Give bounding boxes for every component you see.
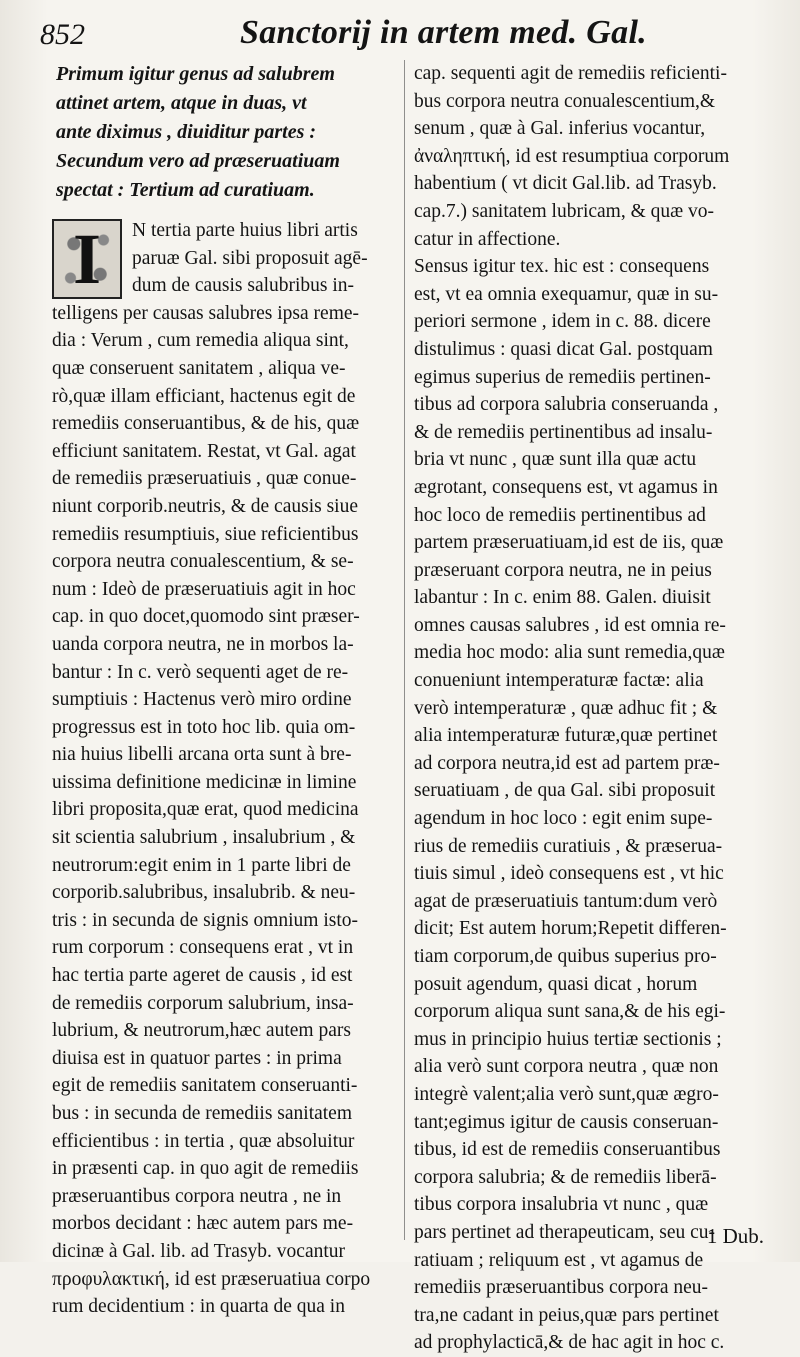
page-header [40,10,780,58]
text-line: quæ conseruent sanitatem , aliqua ve- [52,357,346,379]
text-line: tibus ad corpora salubria conseruanda , [414,394,719,416]
text-line: tra,ne cadant in peius,quæ pars pertinet [414,1304,719,1326]
text-line: tibus corpora insalubria vt nunc , quæ [414,1194,709,1216]
text-line: habentium ( vt dicit Gal.lib. ad Trasyb. [414,173,717,195]
right-column [414,60,764,1357]
text-line: hac tertia parte ageret de causis , id est [52,965,353,987]
text-line: est, vt ea omnia exequamur, quæ in su- [414,283,719,305]
text-line: sumptiuis : Hactenus verò miro ordine [52,689,352,711]
text-line: niunt corporib.neutris, & de causis siue [52,495,358,517]
text-line: dicit; Est autem horum;Repetit differen- [414,918,727,940]
text-line: alia verò sunt corpora neutra , quæ non [414,1056,719,1078]
text-line: dia : Verum , cum remedia aliqua sint, [52,330,349,352]
text-line: ratiuam ; reliquum est , vt agamus de [414,1249,704,1271]
drop-cap-block [52,217,396,300]
text-line: neutrorum:egit enim in 1 parte libri de [52,854,351,876]
text-line: ad corpora neutra,id est ad partem præ- [414,752,720,774]
text-line: lubrium, & neutrorum,hæc autem pars [52,1020,351,1042]
text-line: bus : in secunda de remediis sanitatem [52,1103,353,1124]
text-line: N tertia parte huius libri artis [132,220,358,241]
lemma-line: spectat : Tertium ad curatiuam. [56,179,315,201]
page-number: 852 [40,18,85,51]
drop-cap-initial: I [52,219,122,299]
text-line: cap. sequenti agit de remediis reficienti- [414,63,727,84]
text-line: pars pertinet ad therapeuticam, seu cu- [414,1221,716,1243]
text-line: remediis præseruantibus corpora neu- [414,1277,709,1299]
text-line: præseruantibus corpora neutra , ne in [52,1185,342,1207]
lemma-line: attinet artem, atque in duas, vt [56,92,307,114]
text-line: corporib.salubribus, insalubrib. & neu- [52,882,356,904]
text-line: tiam corporum,de quibus superius pro- [414,946,717,967]
left-body-text [52,300,396,1321]
text-line: egit de remediis sanitatem conseruanti- [52,1075,358,1097]
text-line: remediis resumptiuis, siue reficientibus [52,523,359,545]
text-line: tiuis simul , ideò consequens est , vt hic [414,863,724,885]
text-line: rius de remediis curatiuis , & præserua- [414,835,723,857]
text-line: libri proposita,quæ erat, quod medicina [52,799,359,821]
text-line: verò intemperaturæ , quæ adhuc fit ; & [414,697,718,719]
text-line: bus corpora neutra conualescentium,& [414,90,716,112]
lemma-line: ante diximus , diuiditur partes : [56,121,317,143]
text-line: de remediis corporum salubrium, insa- [52,992,354,1014]
text-line: media hoc modo: alia sunt remedia,quæ [414,642,725,664]
text-line: periori sermone , idem in c. 88. dicere [414,311,711,333]
text-line: agat de præseruatiuis tantum:dum verò [414,890,718,912]
text-line: seruatiuam , de qua Gal. sibi proposuit [414,780,716,802]
text-line: & de remediis pertinentibus ad insalu- [414,421,713,443]
text-line: num : Ideò de præseruatiuis agit in hoc [52,578,356,600]
lemma-line: Primum igitur genus ad salubrem [56,63,335,85]
text-line: cap. in quo docet,quomodo sint præser- [52,606,360,628]
text-line: omnes causas salubres , id est omnia re- [414,614,726,636]
text-line: uissima definitione medicinæ in limine [52,771,357,793]
text-line: in præsenti cap. in quo agit de remediis [52,1158,359,1180]
left-column [52,60,396,1321]
text-line: bria vt nunc , quæ sunt illa quæ actu [414,449,697,471]
text-line: conueniunt intemperaturæ factæ: alia [414,670,704,692]
text-line: efficientibus : in tertia , quæ absoluitur [52,1130,355,1152]
text-line: nia huius libelli arcana orta sunt à bre- [52,744,352,766]
text-line: rò,quæ illam efficiant, hactenus egit de [52,385,356,407]
text-line: integrè valent;alia verò sunt,quæ ægro- [414,1083,719,1105]
text-line: præseruant corpora neutra, ne in peius [414,559,712,581]
text-line: agendum in hoc loco : egit enim supe- [414,808,713,830]
text-line: ἀναληπτική, id est resumptiua corporum [414,145,730,167]
text-line: posuit agendum, quasi dicat , horum [414,973,698,995]
text-line: corpora salubria; & de remediis liberā- [414,1166,717,1188]
column-divider [404,60,405,1240]
text-line: hoc loco de remediis pertinentibus ad [414,504,706,526]
text-line: uanda corpora neutra, ne in morbos la- [52,633,354,655]
text-line: sit scientia salubrium , insalubrium , & [52,827,356,849]
text-line: rum corporum : consequens erat , vt in [52,937,354,959]
text-line: senum , quæ à Gal. inferius vocantur, [414,118,706,140]
text-line: catur in affectione. [414,228,561,250]
text-line: diuisa est in quatuor partes : in prima [52,1047,342,1069]
text-line: tris : in secunda de signis omnium isto- [52,909,359,931]
text-line: labantur : In c. enim 88. Galen. diuisit [414,587,711,609]
text-line: efficiunt sanitatem. Restat, vt Gal. agat [52,440,356,462]
text-line: cap.7.) sanitatem lubricam, & quæ vo- [414,200,715,222]
text-line: tibus, id est de remediis conseruantibus [414,1139,721,1161]
text-line: Sensus igitur tex. hic est : consequens [414,256,710,278]
text-line: corporum aliqua sunt sana,& de his egi- [414,1001,726,1023]
text-line: ad prophylacticā,& de hac agit in hoc c. [414,1332,725,1354]
text-line: bantur : In c. verò sequenti aget de re- [52,661,349,683]
italic-lemma [56,60,396,205]
text-line: rum decidentium : in quarta de qua in [52,1296,345,1318]
running-head: Sanctorij in artem med. Gal. [240,14,647,51]
text-line: ægrotant, consequens est, vt agamus in [414,476,718,498]
text-line: mus in principio huius tertiæ sectionis ; [414,1028,722,1050]
lemma-line: Secundum vero ad præseruatiuam [56,150,340,172]
text-line: alia intemperaturæ futuræ,quæ pertinet [414,725,718,747]
text-line: dum de causis salubribus in- [132,275,355,297]
right-body-text [414,60,764,1357]
text-line: partem præseruatiuam,id est de iis, quæ [414,532,724,554]
text-line: προφυλακτική, id est præseruatiua corpo [52,1268,371,1290]
text-line: paruæ Gal. sibi proposuit agē- [132,247,368,269]
text-line: dicinæ à Gal. lib. ad Trasyb. vocantur [52,1240,346,1262]
text-line: morbos decidant : hæc autem pars me- [52,1213,354,1235]
catchword: 1 Dub. [706,1224,764,1248]
text-line: progressus est in toto hoc lib. quia om- [52,716,356,738]
text-line: corpora neutra conualescentium, & se- [52,551,354,573]
text-line: telligens per causas salubres ipsa reme- [52,302,360,324]
text-line: tant;egimus igitur de causis conseruan- [414,1111,719,1133]
text-line: remediis conseruantibus, & de his, quæ [52,413,360,435]
text-line: egimus superius de remediis pertinen- [414,366,711,388]
text-line: distulimus : quasi dicat Gal. postquam [414,338,713,360]
text-line: de remediis præseruatiuis , quæ conue- [52,468,357,490]
